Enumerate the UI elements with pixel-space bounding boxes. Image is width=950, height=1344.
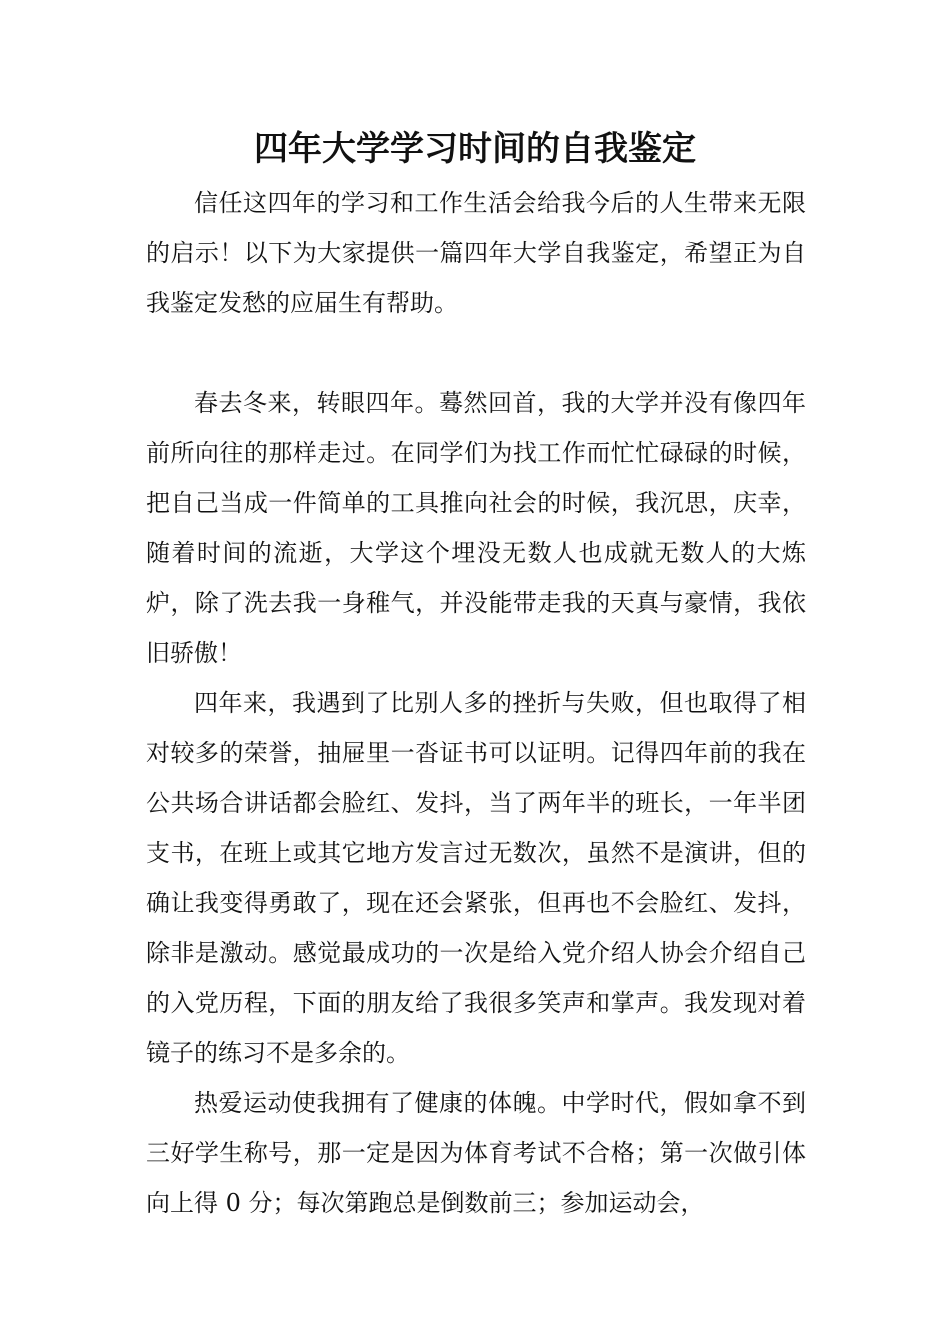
body-paragraph-3: 热爱运动使我拥有了健康的体魄。中学时代，假如拿不到三好学生称号，那一定是因为体育考试不合格；第一次做引体向上得 0 分；每次第跑总是倒数前三；参加运动会， (146, 1089, 806, 1217)
document-title: 四年大学学习时间的自我鉴定 (254, 129, 696, 169)
document-body (146, 178, 806, 1228)
body-paragraph-2: 四年来，我遇到了比别人多的挫折与失败，但也取得了相对较多的荣誉，抽屉里一沓证书可以证明。记得四年前的我在公共场合讲话都会脸红、发抖，当了两年半的班长，一年半团支书，在班上或其它地方发言过无数次，虽然不是演讲，但的确让我变得勇敢了，现在还会紧张，但再也不会脸红、发抖，除非是激动。感觉最成功的一次是给入党介绍人协会介绍自己的入党历程，下面的朋友给了我很多笑声和掌声。我发现对着镜子的练习不是多余的。 (146, 689, 806, 1067)
paragraph-gap (146, 328, 806, 378)
body-paragraph-1: 春去冬来，转眼四年。蓦然回首，我的大学并没有像四年前所向往的那样走过。在同学们为找工作而忙忙碌碌的时候，把自己当成一件简单的工具推向社会的时候，我沉思，庆幸，随着时间的流逝，大学这个埋没无数人也成就无数人的大炼炉，除了洗去我一身稚气，并没能带走我的天真与豪情，我依旧骄傲！ (146, 389, 806, 667)
intro-paragraph: 信任这四年的学习和工作生活会给我今后的人生带来无限的启示！以下为大家提供一篇四年大学自我鉴定，希望正为自我鉴定发愁的应届生有帮助。 (146, 189, 806, 317)
